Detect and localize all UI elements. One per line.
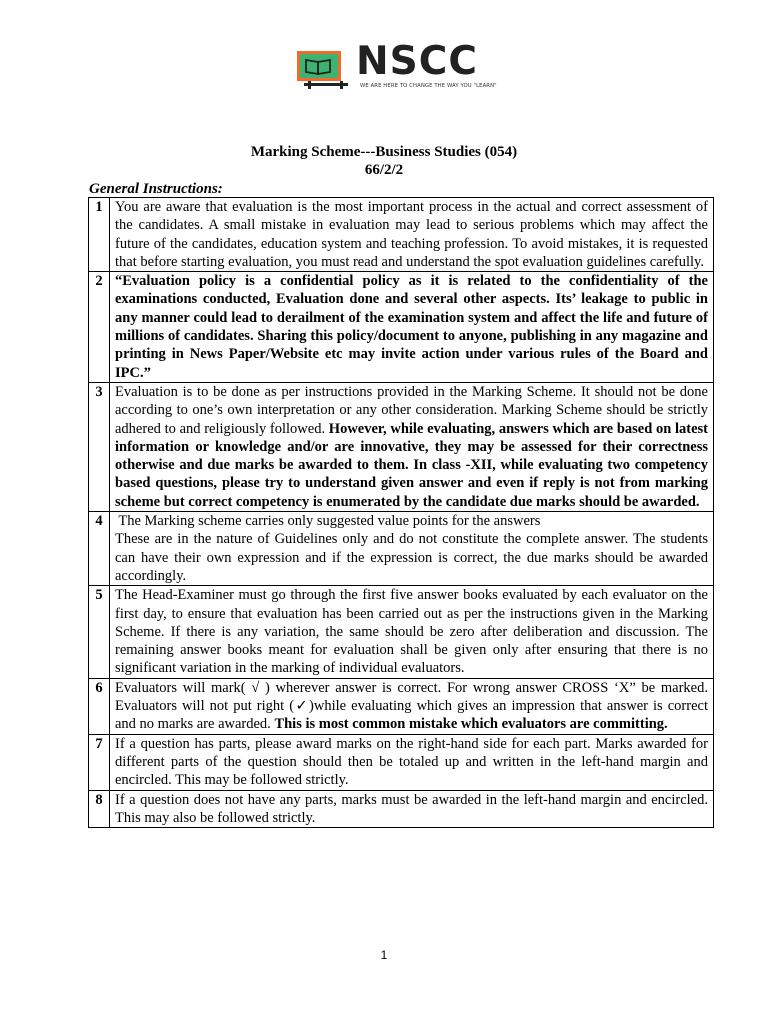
instructions-table <box>88 197 714 828</box>
table-row <box>89 586 714 678</box>
table-row <box>89 512 714 586</box>
instruction-body: If a question does not have any parts, marks must be awarded in the left-hand margin and encircled. This may also be followed strictly. <box>115 791 708 826</box>
instruction-body: The Head-Examiner must go through the first five answer books evaluated by each evaluator on the first day, to ensure that evaluation has been carried out as per the instructions given in the Marking Scheme. If there is any variation, the same should be zero after deliberation and discussion. The remaining answer books meant for evaluation shall be given only after ensuring that there is no significant variation in the marking of individual evaluators. <box>115 587 708 677</box>
logo-wordmark: NSCC <box>356 39 478 84</box>
instruction-text <box>110 512 714 586</box>
instruction-number: 5 <box>89 586 110 678</box>
instruction-first-line: The Marking scheme carries only suggested value points for the answers <box>115 513 541 530</box>
table-row <box>89 198 714 272</box>
page-number: 1 <box>380 948 388 962</box>
instruction-number: 8 <box>89 790 110 828</box>
instruction-text <box>110 382 714 511</box>
instruction-bold: “Evaluation policy is a confidential policy as it is related to the confidentiality of the examinations conducted, Evaluation done and several other aspects. Its’ leakage to public in any manner could lead to derailment of the examination system and affect the life and future of millions of candidates. Sharing this policy/document to anyone, publishing in any magazine and printing in News Paper/Website etc may invite action under various rules of the Board and IPC.” <box>115 273 708 381</box>
instruction-body: If a question has parts, please award marks on the right-hand side for each part. Marks awarded for different parts of the question should then be totaled up and written in the left-hand margin and encircled. This may be followed strictly. <box>115 735 708 789</box>
instruction-body: Evaluators will mark( √ ) wherever answer is correct. For wrong answer CROSS ‘X” be marked. Evaluators will not put right (✓)while evaluating which gives an impression that answer is correct and no marks are awarded. <box>115 679 708 733</box>
book-board-icon <box>296 50 354 90</box>
instruction-text <box>110 678 714 734</box>
nscc-logo <box>296 39 506 96</box>
instruction-body: Evaluation is to be done as per instructions provided in the Marking Scheme. It should not be done according to one’s own interpretation or any other consideration. Marking Scheme should be strictly adhered to and religiously followed. <box>115 383 708 437</box>
instruction-number: 4 <box>89 512 110 586</box>
instruction-bold: This is most common mistake which evaluators are committing. <box>274 716 668 733</box>
paper-code: 66/2/2 <box>364 162 404 178</box>
instruction-number: 1 <box>89 198 110 272</box>
instruction-text <box>110 198 714 272</box>
logo-tagline: WE ARE HERE TO CHANGE THE WAY YOU "LEARN" <box>360 83 497 89</box>
table-row <box>89 790 714 828</box>
instruction-number: 2 <box>89 272 110 383</box>
instruction-number: 7 <box>89 734 110 790</box>
section-heading: General Instructions: <box>89 181 223 197</box>
table-row <box>89 382 714 511</box>
instruction-text <box>110 586 714 678</box>
table-row <box>89 734 714 790</box>
instruction-body: These are in the nature of Guidelines only and do not constitute the complete answer. The students can have their own expression and if the expression is correct, the due marks should be awarded accordingly. <box>115 531 708 584</box>
page-title: Marking Scheme---Business Studies (054) <box>250 144 518 160</box>
instruction-text <box>110 790 714 828</box>
instruction-text <box>110 272 714 383</box>
instruction-number: 3 <box>89 382 110 511</box>
instruction-body: You are aware that evaluation is the most important process in the actual and correct assessment of the candidates. A small mistake in evaluation may lead to serious problems which may affect the future of the candidates, education system and teaching profession. To avoid mistakes, it is requested that before starting evaluation, you must read and understand the spot evaluation guidelines carefully. <box>115 199 708 270</box>
table-row <box>89 272 714 383</box>
instruction-text <box>110 734 714 790</box>
table-row <box>89 678 714 734</box>
instruction-number: 6 <box>89 678 110 734</box>
instruction-bold: However, while evaluating, answers which are based on latest information or knowledge and/or are innovative, they may be assessed for their correctness otherwise and due marks be awarded to them. In class -XII, while evaluating two competency based questions, please try to understand given answer and even if reply is not from marking scheme but correct competency is enumerated by the candidate due marks should be awarded. <box>115 420 709 510</box>
